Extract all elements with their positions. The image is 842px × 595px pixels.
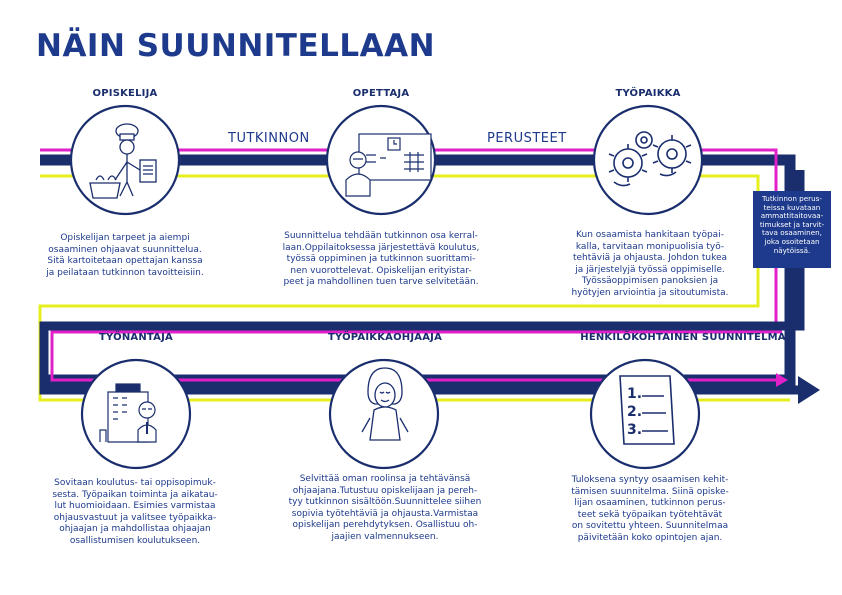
step-description-henkilokohtainen: Tuloksena syntyy osaamisen kehit- tämisen suunnitelma. Siinä opiske- lijan osaaminen, tutkinnon perus- teet sekä työpaikan työtehtävät on sovitettu yhteen. Suunnitelmaa päivitetään koko opintojen ajan. [571, 475, 729, 543]
navy-arrowhead [798, 376, 820, 404]
step-heading-tyonantaja: TYÖNANTAJA [99, 332, 173, 343]
connector-label-left: TUTKINNON [228, 131, 310, 146]
list-number-3: 3. [627, 422, 643, 438]
step-heading-tyopaikka: TYÖPAIKKA [615, 88, 681, 99]
step-heading-opettaja: OPETTAJA [352, 88, 410, 99]
list-number-2: 2. [627, 404, 643, 420]
step-heading-tyopaikkaohjaaja: TYÖPAIKKAOHJAAJA [327, 332, 443, 343]
step-description-opettaja: Suunnittelua tehdään tutkinnon osa kerral- laan.Oppilaitoksessa järjestettävä koulutus, työssä oppiminen ja tutkinnon suorittami- nen vuorottelevat. Opiskelijan erityistar- peet ja mahdollinen tuen tarve selvitetään. [282, 231, 480, 287]
step-heading-henkilokohtainen: HENKILÖKOHTAINEN SUUNNITELMA [580, 332, 786, 343]
side-note-box: Tutkinnon perus- teissa kuvataan ammattitaitovaa- timukset ja tarvit- tava osaaminen, joka osoitetaan näytöissä. [753, 191, 831, 268]
list-number-1: 1. [627, 386, 643, 402]
step-description-tyonantaja: Sovitaan koulutus- tai oppisopimuk- sesta. Työpaikan toiminta ja aikatau- lut huomioidaan. Esimies varmistaa ohjausvastuut ja valitsee työpaikka- ohjaajan ja mahdollistaa ohjaajan osallistumisen koulutukseen. [52, 478, 218, 546]
step-heading-opiskelija: OPISKELIJA [92, 88, 158, 99]
step-description-tyopaikka: Kun osaamista hankitaan työpai- kalla, tarvitaan monipuolisia työ- tehtäviä ja ohjausta. Johdon tukea ja järjestelyjä työssä oppimiselle. Työssäoppimisen panoksien ja hyötyjen arviointia ja sitoutumista. [571, 230, 729, 298]
page-title: NÄIN SUUNNITELLAAN [36, 28, 436, 64]
step-description-tyopaikkaohjaaja: Selvittää oman roolinsa ja tehtävänsä ohjaajana.Tutustuu opiskelijaan ja pereh- tyy tutkinnon sisältöön.Suunnittelee siihen sopivia työtehtäviä ja ohjausta.Varmistaa opiskelijan perehdytyksen. Osallistuu oh- jaajien valmennukseen. [288, 474, 482, 542]
employer-building-icon [100, 384, 156, 442]
connector-label-right: PERUSTEET [487, 131, 567, 146]
step-description-opiskelija: Opiskelijan tarpeet ja aiempi osaaminen ohjaavat suunnittelua. Sitä kartoitetaan opettajan kanssa ja peilataan tutkinnon tavoitteisiin. [46, 233, 204, 278]
